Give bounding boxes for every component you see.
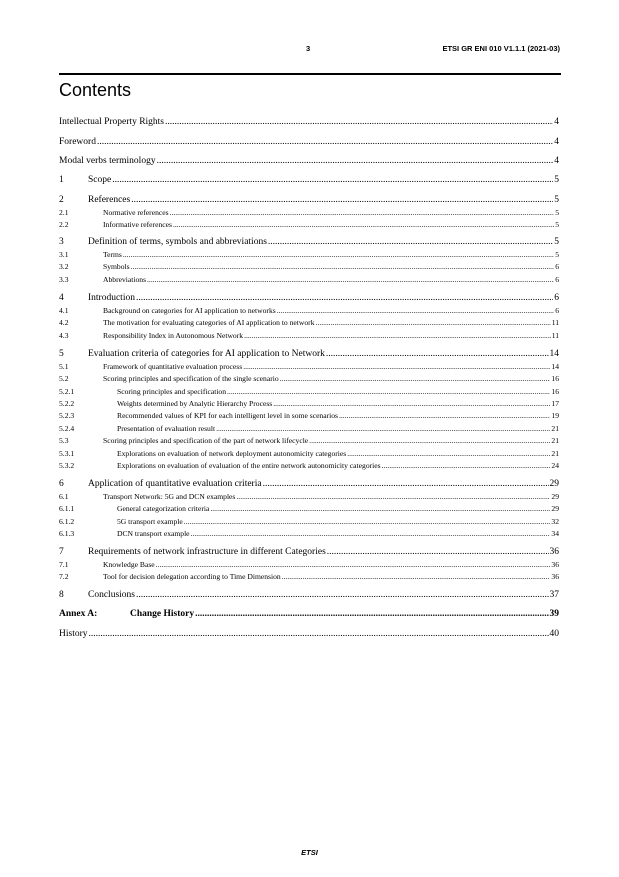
- toc-entry-number: 3: [59, 237, 64, 247]
- toc-leader-dots: [326, 349, 549, 359]
- header-rule: [59, 73, 561, 75]
- toc-entry-number: 6.1.1: [59, 504, 75, 513]
- toc-leader-dots: [268, 237, 553, 247]
- toc-leader-dots: [347, 449, 550, 458]
- toc-entry[interactable]: [59, 629, 559, 639]
- toc-leader-dots: [277, 306, 554, 315]
- toc-leader-dots: [147, 275, 554, 284]
- toc-entry-title: Evaluation criteria of categories for AI application to Network: [88, 349, 325, 359]
- toc-entry-title: Modal verbs terminology: [59, 156, 156, 166]
- toc-entry-title: Recommended values of KPI for each intelligent level in some scenarios: [117, 411, 338, 420]
- toc-entry[interactable]: [59, 424, 559, 433]
- toc-entry-number: 7.2: [59, 572, 69, 581]
- toc-entry[interactable]: [59, 306, 559, 315]
- toc-entry-page: 5: [555, 220, 559, 229]
- toc-entry-title: Informative references: [103, 220, 172, 229]
- toc-entry-number: 4.2: [59, 318, 69, 327]
- toc-entry-title: Scoring principles and specification: [117, 387, 227, 396]
- toc-entry-page: 36: [551, 560, 559, 569]
- toc-entry-title: Scoring principles and specification of the part of network lifecycle: [103, 436, 309, 445]
- toc-entry[interactable]: [59, 529, 559, 538]
- toc-entry-title: Normative references: [103, 208, 169, 217]
- toc-entry[interactable]: [59, 137, 559, 147]
- toc-entry-page: 11: [551, 318, 559, 327]
- toc-leader-dots: [156, 560, 551, 569]
- toc-entry[interactable]: [59, 175, 559, 185]
- toc-leader-dots: [136, 590, 549, 600]
- toc-entry-page: 6: [555, 306, 559, 315]
- toc-entry[interactable]: [59, 436, 559, 445]
- toc-entry-page: 21: [551, 449, 559, 458]
- toc-entry-number: 5.2: [59, 374, 69, 383]
- toc-entry-number: 1: [59, 175, 64, 185]
- toc-entry-number: 5.3.1: [59, 449, 75, 458]
- page-title: Contents: [59, 80, 132, 100]
- toc-leader-dots: [131, 262, 555, 271]
- toc-entry[interactable]: [59, 318, 559, 327]
- toc-entry[interactable]: [59, 293, 559, 303]
- toc-entry-number: 5.2.4: [59, 424, 75, 433]
- toc-entry[interactable]: [59, 275, 559, 284]
- toc-entry-title: Foreword: [59, 137, 96, 147]
- toc-entry-title: Scope: [88, 175, 112, 185]
- toc-entry-number: 6.1.3: [59, 529, 75, 538]
- toc-entry-page: 32: [551, 517, 559, 526]
- toc-entry-title: DCN transport example: [117, 529, 190, 538]
- toc-entry-page: 6: [555, 275, 559, 284]
- toc-entry[interactable]: [59, 517, 559, 526]
- toc-entry-number: 2.1: [59, 208, 69, 217]
- toc-entry[interactable]: [59, 156, 559, 166]
- toc-entry-page: 29: [549, 479, 559, 489]
- toc-entry-number: 5.2.2: [59, 399, 75, 408]
- document-id: ETSI GR ENI 010 V1.1.1 (2021-03): [442, 44, 560, 53]
- toc-entry-page: 24: [551, 461, 559, 470]
- toc-entry-number: 3.1: [59, 250, 69, 259]
- toc-entry-page: 17: [551, 399, 559, 408]
- toc-entry[interactable]: [59, 399, 559, 408]
- toc-entry-page: 16: [551, 387, 559, 396]
- toc-entry-title: Conclusions: [88, 590, 135, 600]
- page-header: [0, 44, 619, 58]
- toc-entry-number: 6: [59, 479, 64, 489]
- toc-entry[interactable]: [59, 331, 559, 340]
- toc-leader-dots: [227, 387, 550, 396]
- toc-leader-dots: [89, 629, 549, 639]
- toc-entry-page: 4: [554, 156, 559, 166]
- toc-entry[interactable]: [59, 449, 559, 458]
- toc-entry-number: 5.1: [59, 362, 69, 371]
- toc-entry-title: References: [88, 195, 131, 205]
- toc-leader-dots: [131, 195, 553, 205]
- toc-leader-dots: [165, 117, 553, 127]
- toc-leader-dots: [173, 220, 554, 229]
- toc-leader-dots: [236, 492, 550, 501]
- toc-entry[interactable]: [59, 220, 559, 229]
- toc-entry-title: Introduction: [88, 293, 135, 303]
- toc-leader-dots: [123, 250, 554, 259]
- toc-entry-number: Annex A:: [59, 609, 98, 619]
- toc-entry-title: Background on categories for AI application to networks: [103, 306, 276, 315]
- toc-entry[interactable]: [59, 374, 559, 383]
- toc-leader-dots: [191, 529, 551, 538]
- toc-leader-dots: [280, 374, 551, 383]
- toc-entry[interactable]: [59, 560, 559, 569]
- toc-leader-dots: [210, 504, 550, 513]
- toc-entry[interactable]: [59, 504, 559, 513]
- toc-entry-page: 36: [549, 547, 559, 557]
- toc-entry[interactable]: [59, 250, 559, 259]
- toc-entry-title: Presentation of evaluation result: [117, 424, 216, 433]
- toc-entry-title: History: [59, 629, 88, 639]
- toc-entry-page: 5: [554, 195, 559, 205]
- toc-leader-dots: [112, 175, 553, 185]
- toc-leader-dots: [195, 609, 548, 619]
- toc-entry-title: The motivation for evaluating categories of AI application to network: [103, 318, 315, 327]
- toc-entry-number: 7: [59, 547, 64, 557]
- toc-entry-page: 14: [549, 349, 559, 359]
- toc-entry-page: 14: [551, 362, 559, 371]
- toc-entry-page: 5: [554, 175, 559, 185]
- toc-entry-page: 39: [549, 609, 559, 619]
- toc-leader-dots: [339, 411, 550, 420]
- toc-entry[interactable]: [59, 195, 559, 205]
- toc-entry-number: 6.1: [59, 492, 69, 501]
- toc-entry-title: Explorations on evaluation of evaluation of the entire network autonomicity categories: [117, 461, 381, 470]
- toc-entry-page: 4: [554, 117, 559, 127]
- toc-entry-number: 6.1.2: [59, 517, 75, 526]
- toc-entry-number: 8: [59, 590, 64, 600]
- toc-entry[interactable]: [59, 590, 559, 600]
- toc-entry-page: 29: [551, 492, 559, 501]
- toc-entry-number: 3.3: [59, 275, 69, 284]
- toc-leader-dots: [184, 517, 551, 526]
- toc-entry-page: 40: [549, 629, 559, 639]
- toc-entry-number: 3.2: [59, 262, 69, 271]
- toc-entry-title: Transport Network: 5G and DCN examples: [103, 492, 236, 501]
- toc-entry-number: 2: [59, 195, 64, 205]
- page-number: 3: [306, 44, 311, 53]
- toc-entry[interactable]: [59, 208, 559, 217]
- toc-entry-title: General categorization criteria: [117, 504, 210, 513]
- toc-leader-dots: [244, 331, 551, 340]
- toc-entry-number: 5.3: [59, 436, 69, 445]
- toc-entry-number: 4: [59, 293, 64, 303]
- toc-entry[interactable]: [59, 609, 559, 619]
- toc-entry-number: 4.3: [59, 331, 69, 340]
- toc-entry-number: 7.1: [59, 560, 69, 569]
- toc-entry[interactable]: [59, 387, 559, 396]
- toc-entry-page: 5: [554, 237, 559, 247]
- toc-entry-page: 36: [551, 572, 559, 581]
- toc-entry-page: 6: [555, 262, 559, 271]
- toc-entry-title: Framework of quantitative evaluation process: [103, 362, 243, 371]
- toc-entry[interactable]: [59, 492, 559, 501]
- toc-leader-dots: [263, 479, 549, 489]
- toc-entry-number: 5.2.1: [59, 387, 75, 396]
- toc-leader-dots: [282, 572, 551, 581]
- toc-entry-title: Tool for decision delegation according to Time Dimension: [103, 572, 281, 581]
- toc-entry[interactable]: [59, 547, 559, 557]
- toc-entry-title: Terms: [103, 250, 122, 259]
- toc-entry-page: 16: [551, 374, 559, 383]
- toc-entry-title: 5G transport example: [117, 517, 183, 526]
- toc-entry[interactable]: [59, 117, 559, 127]
- toc-entry-number: 4.1: [59, 306, 69, 315]
- toc-entry[interactable]: [59, 262, 559, 271]
- toc-entry-title: Definition of terms, symbols and abbreviations: [88, 237, 267, 247]
- toc-entry-number: 5.2.3: [59, 411, 75, 420]
- toc-leader-dots: [327, 547, 549, 557]
- toc-entry[interactable]: [59, 237, 559, 247]
- toc-entry-page: 4: [554, 137, 559, 147]
- toc-entry[interactable]: [59, 362, 559, 371]
- toc-leader-dots: [216, 424, 550, 433]
- toc-entry-page: 19: [551, 411, 559, 420]
- toc-entry-page: 5: [555, 250, 559, 259]
- toc-leader-dots: [97, 137, 553, 147]
- toc-entry-title: Scoring principles and specification of the single scenario: [103, 374, 279, 383]
- toc-entry-page: 21: [551, 424, 559, 433]
- toc-leader-dots: [316, 318, 551, 327]
- toc-leader-dots: [136, 293, 553, 303]
- toc-entry-page: 34: [551, 529, 559, 538]
- toc-entry-page: 37: [549, 590, 559, 600]
- toc-entry-page: 29: [551, 504, 559, 513]
- toc-entry[interactable]: [59, 411, 559, 420]
- toc-entry-number: 5.3.2: [59, 461, 75, 470]
- toc-entry-page: 6: [554, 293, 559, 303]
- toc-entry-page: 11: [551, 331, 559, 340]
- toc-entry[interactable]: [59, 479, 559, 489]
- toc-entry-title: Change History: [130, 609, 195, 619]
- toc-leader-dots: [309, 436, 550, 445]
- toc-entry-page: 5: [555, 208, 559, 217]
- footer-logo-text: ETSI: [301, 848, 318, 857]
- toc-leader-dots: [243, 362, 550, 371]
- toc-entry-title: Knowledge Base: [103, 560, 155, 569]
- toc-entry[interactable]: [59, 349, 559, 359]
- toc-entry-page: 21: [551, 436, 559, 445]
- toc-entry-title: Requirements of network infrastructure in different Categories: [88, 547, 326, 557]
- toc-leader-dots: [382, 461, 551, 470]
- toc-entry-title: Intellectual Property Rights: [59, 117, 165, 127]
- toc-leader-dots: [157, 156, 554, 166]
- toc-entry-title: Explorations on evaluation of network deployment autonomicity categories: [117, 449, 347, 458]
- toc-leader-dots: [170, 208, 555, 217]
- toc-entry[interactable]: [59, 572, 559, 581]
- toc-entry-title: Application of quantitative evaluation criteria: [88, 479, 262, 489]
- toc-entry-title: Symbols: [103, 262, 130, 271]
- toc-leader-dots: [273, 399, 550, 408]
- toc-entry-title: Abbreviations: [103, 275, 147, 284]
- toc-entry-title: Weights determined by Analytic Hierarchy Process: [117, 399, 273, 408]
- toc-entry-number: 5: [59, 349, 64, 359]
- toc-entry[interactable]: [59, 461, 559, 470]
- toc-entry-title: Responsibility Index in Autonomous Network: [103, 331, 244, 340]
- toc-entry-number: 2.2: [59, 220, 69, 229]
